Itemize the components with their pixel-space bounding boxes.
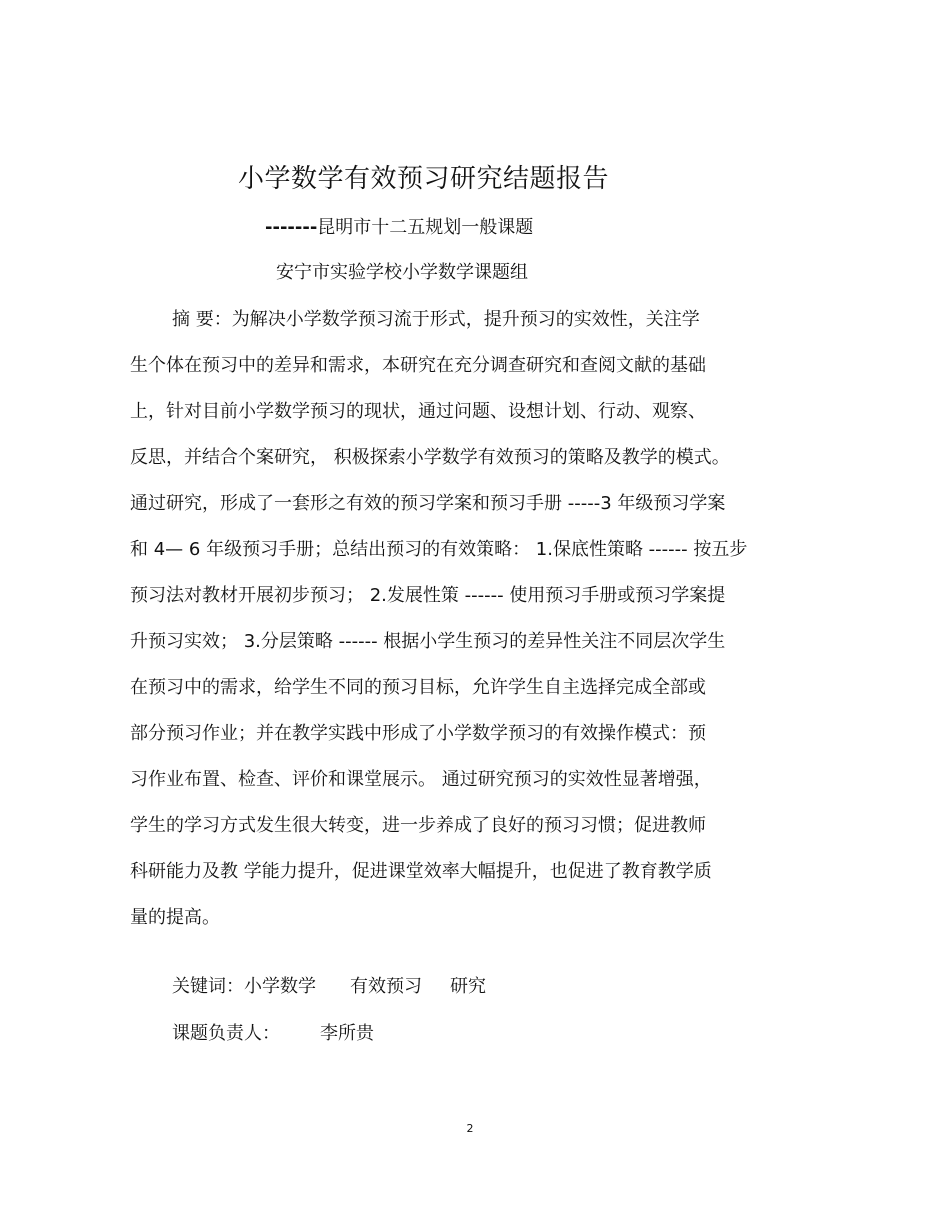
project-lead-label: 课题负责人： <box>172 1023 280 1044</box>
abstract-line: 部分预习作业；并在教学实践中形成了小学数学预习的有效操作模式：预 <box>130 723 706 744</box>
keywords-line <box>172 972 486 998</box>
abstract-line: 通过研究，形成了一套形之有效的预习学案和预习手册 -----3 年级预习学案 <box>130 493 726 514</box>
document-title: 小学数学有效预习研究结题报告 <box>238 164 610 194</box>
abstract-line: 科研能力及教 学能力提升，促进课堂效率大幅提升，也促进了教育教学质 <box>130 861 712 882</box>
page-number: 2 <box>466 1122 474 1135</box>
abstract-line: 在预习中的需求，给学生不同的预习目标，允许学生自主选择完成全部或 <box>130 677 706 698</box>
abstract-line: 量的提高。 <box>130 907 220 928</box>
abstract-line: 升预习实效； 3.分层策略 ------ 根据小学生预习的差异性关注不同层次学生 <box>130 631 726 652</box>
abstract-line: 预习法对教材开展初步预习； 2.发展性策 ------ 使用预习手册或预习学案提 <box>130 585 726 606</box>
project-lead-line <box>172 1019 374 1045</box>
project-lead-name: 李所贵 <box>320 1023 374 1044</box>
document-subtitle <box>265 213 533 239</box>
abstract-line: 上，针对目前小学数学预习的现状，通过问题、设想计划、行动、观察、 <box>130 401 706 422</box>
organization-name: 安宁市实验学校小学数学课题组 <box>276 262 528 283</box>
abstract-block <box>130 304 830 948</box>
keyword: 研究 <box>450 976 486 997</box>
abstract-line: 反思，并结合个案研究， 积极探索小学数学有效预习的策略及教学的模式。 <box>130 447 730 468</box>
abstract-line: 生个体在预习中的差异和需求，本研究在充分调查研究和查阅文献的基础 <box>130 355 706 376</box>
keywords-label: 关键词： <box>172 976 244 997</box>
subtitle-text: 昆明市十二五规划一般课题 <box>317 217 534 238</box>
abstract-line: 摘 要：为解决小学数学预习流于形式，提升预习的实效性，关注学 <box>172 309 700 330</box>
abstract-line: 习作业布置、检查、评价和课堂展示。 通过研究预习的实效性显著增强， <box>130 769 712 790</box>
abstract-line: 学生的学习方式发生很大转变，进一步养成了良好的预习习惯；促进教师 <box>130 815 706 836</box>
subtitle-dashes: ------- <box>265 217 318 238</box>
abstract-line: 和 4— 6 年级预习手册；总结出预习的有效策略： 1.保底性策略 ------ 按五步 <box>130 539 748 560</box>
keyword: 有效预习 <box>350 976 422 997</box>
keyword: 小学数学 <box>244 976 316 997</box>
